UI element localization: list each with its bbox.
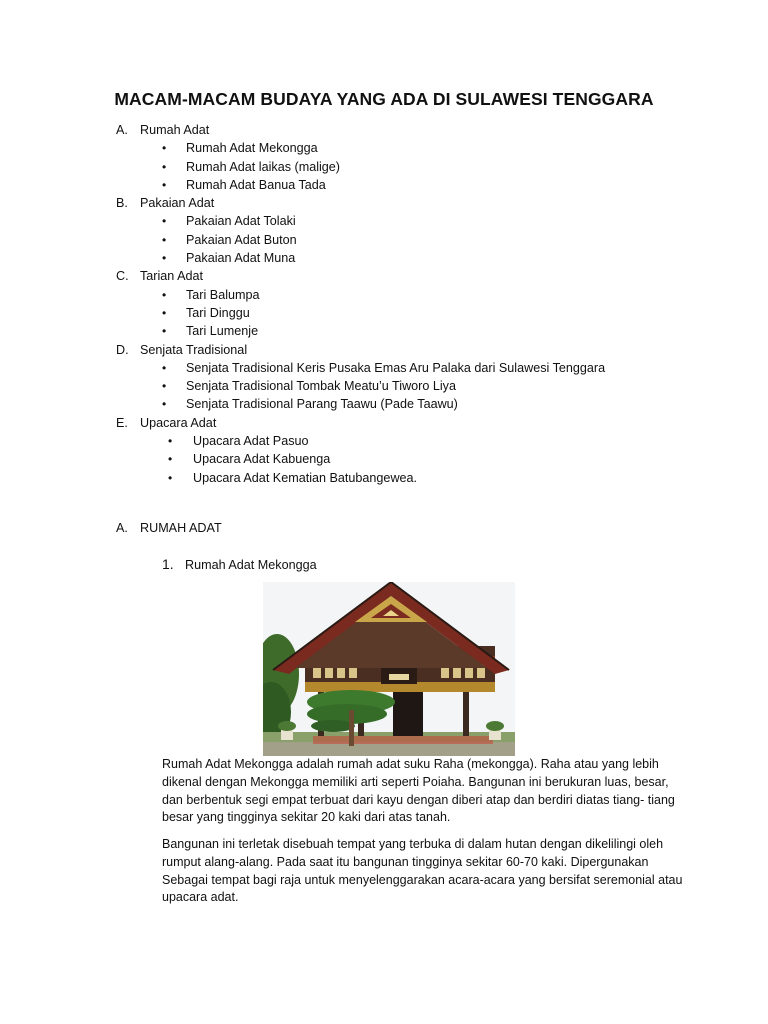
section-heading <box>116 121 736 139</box>
list-item-text: Rumah Adat laikas (malige) <box>186 159 340 174</box>
section-label: Pakaian Adat <box>140 196 215 211</box>
bullet-icon: • <box>168 434 173 449</box>
list-item <box>116 231 736 249</box>
list-item-text: Upacara Adat Kabuenga <box>193 452 331 467</box>
list-item <box>116 212 736 230</box>
list-item <box>116 395 736 413</box>
section-letter: D. <box>116 342 129 357</box>
list-item <box>116 359 736 377</box>
section-letter: E. <box>116 415 128 430</box>
list-item-text: Pakaian Adat Muna <box>186 251 296 266</box>
bullet-icon: • <box>162 214 167 229</box>
list-item <box>116 286 736 304</box>
list-item <box>116 304 736 322</box>
house-illustration-icon <box>263 582 515 756</box>
list-item-text: Senjata Tradisional Tombak Meatu’u Tiworo Liya <box>186 379 456 394</box>
list-item <box>116 139 736 157</box>
section-label: Senjata Tradisional <box>140 342 248 357</box>
bullet-icon: • <box>162 159 167 174</box>
list-item-text: Senjata Tradisional Keris Pusaka Emas Aru Palaka dari Sulawesi Tenggara <box>186 360 606 375</box>
section-heading <box>116 341 736 359</box>
list-item <box>116 249 736 267</box>
section-label: Tarian Adat <box>140 269 204 284</box>
section-heading <box>116 414 736 432</box>
bullet-icon: • <box>168 452 173 467</box>
bullet-icon: • <box>162 305 167 320</box>
list-item <box>116 322 736 340</box>
list-item-text: Upacara Adat Kematian Batubangewea. <box>193 470 418 485</box>
section-letter: C. <box>116 269 129 284</box>
list-item-text: Upacara Adat Pasuo <box>193 434 309 449</box>
list-item-text: Pakaian Adat Tolaki <box>186 214 296 229</box>
list-item-text: Rumah Adat Mekongga <box>186 141 318 156</box>
bullet-icon: • <box>162 141 167 156</box>
list-item-text: Rumah Adat Banua Tada <box>186 177 326 192</box>
bullet-icon: • <box>168 470 173 485</box>
section-label: RUMAH ADAT <box>140 521 222 535</box>
outline-section-upacara-adat <box>116 414 736 487</box>
bullet-icon: • <box>162 360 167 375</box>
list-item <box>116 377 736 395</box>
section-heading-rumah-adat <box>116 521 222 535</box>
list-item <box>116 469 736 487</box>
page-title: MACAM-MACAM BUDAYA YANG ADA DI SULAWESI TENGGARA <box>114 89 654 109</box>
list-item <box>116 158 736 176</box>
paragraph: Rumah Adat Mekongga adalah rumah adat suku Raha (mekongga). Raha atau yang lebih dikenal dengan Mekongga memiliki arti seperti Poiaha. Bangunan ini berukuran luas, besar, dan berbentuk segi empat terbuat dari kayu dengan diberi atap dan berdiri diatas tiang- tiang besar yang tingginya sekitar 20 kaki dari atas tanah. <box>162 757 675 825</box>
bullet-icon: • <box>162 177 167 192</box>
bullet-icon: • <box>162 397 167 412</box>
list-item-text: Tari Balumpa <box>186 287 260 302</box>
outline-section-pakaian-adat <box>116 194 736 267</box>
list-item-text: Senjata Tradisional Parang Taawu (Pade Taawu) <box>186 397 458 412</box>
item-label: Rumah Adat Mekongga <box>185 558 317 572</box>
list-item <box>116 176 736 194</box>
section-letter: B. <box>116 196 128 211</box>
traditional-house-photo <box>263 582 515 756</box>
bullet-icon: • <box>162 251 167 266</box>
section-heading <box>116 267 736 285</box>
section-letter: A. <box>116 521 128 535</box>
numbered-item <box>162 556 317 572</box>
bullet-icon: • <box>162 379 167 394</box>
bullet-icon: • <box>162 287 167 302</box>
section-label: Rumah Adat <box>140 123 210 137</box>
section-heading <box>116 194 736 212</box>
list-item-text: Pakaian Adat Buton <box>186 232 297 247</box>
list-item <box>116 450 736 468</box>
list-item-text: Tari Lumenje <box>186 324 259 339</box>
section-label: Upacara Adat <box>140 415 217 430</box>
outline-section-senjata-tradisional <box>116 341 736 414</box>
culture-outline <box>116 121 736 487</box>
section-letter: A. <box>116 123 128 137</box>
list-item-text: Tari Dinggu <box>186 305 250 320</box>
bullet-icon: • <box>162 324 167 339</box>
bullet-icon: • <box>162 232 167 247</box>
item-number: 1. <box>162 556 174 572</box>
paragraph: Bangunan ini terletak disebuah tempat yang terbuka di dalam hutan dengan dikelilingi oleh rumput alang-alang. Pada saat itu bangunan tingginya sekitar 60-70 kaki. Dipergunakan Sebagai tempat bagi raja untuk menyelenggarakan acara-acara yang bersifat seremonial atau upacara adat. <box>162 837 683 905</box>
list-item <box>116 432 736 450</box>
outline-section-tarian-adat <box>116 267 736 340</box>
outline-section-rumah-adat <box>116 121 736 194</box>
